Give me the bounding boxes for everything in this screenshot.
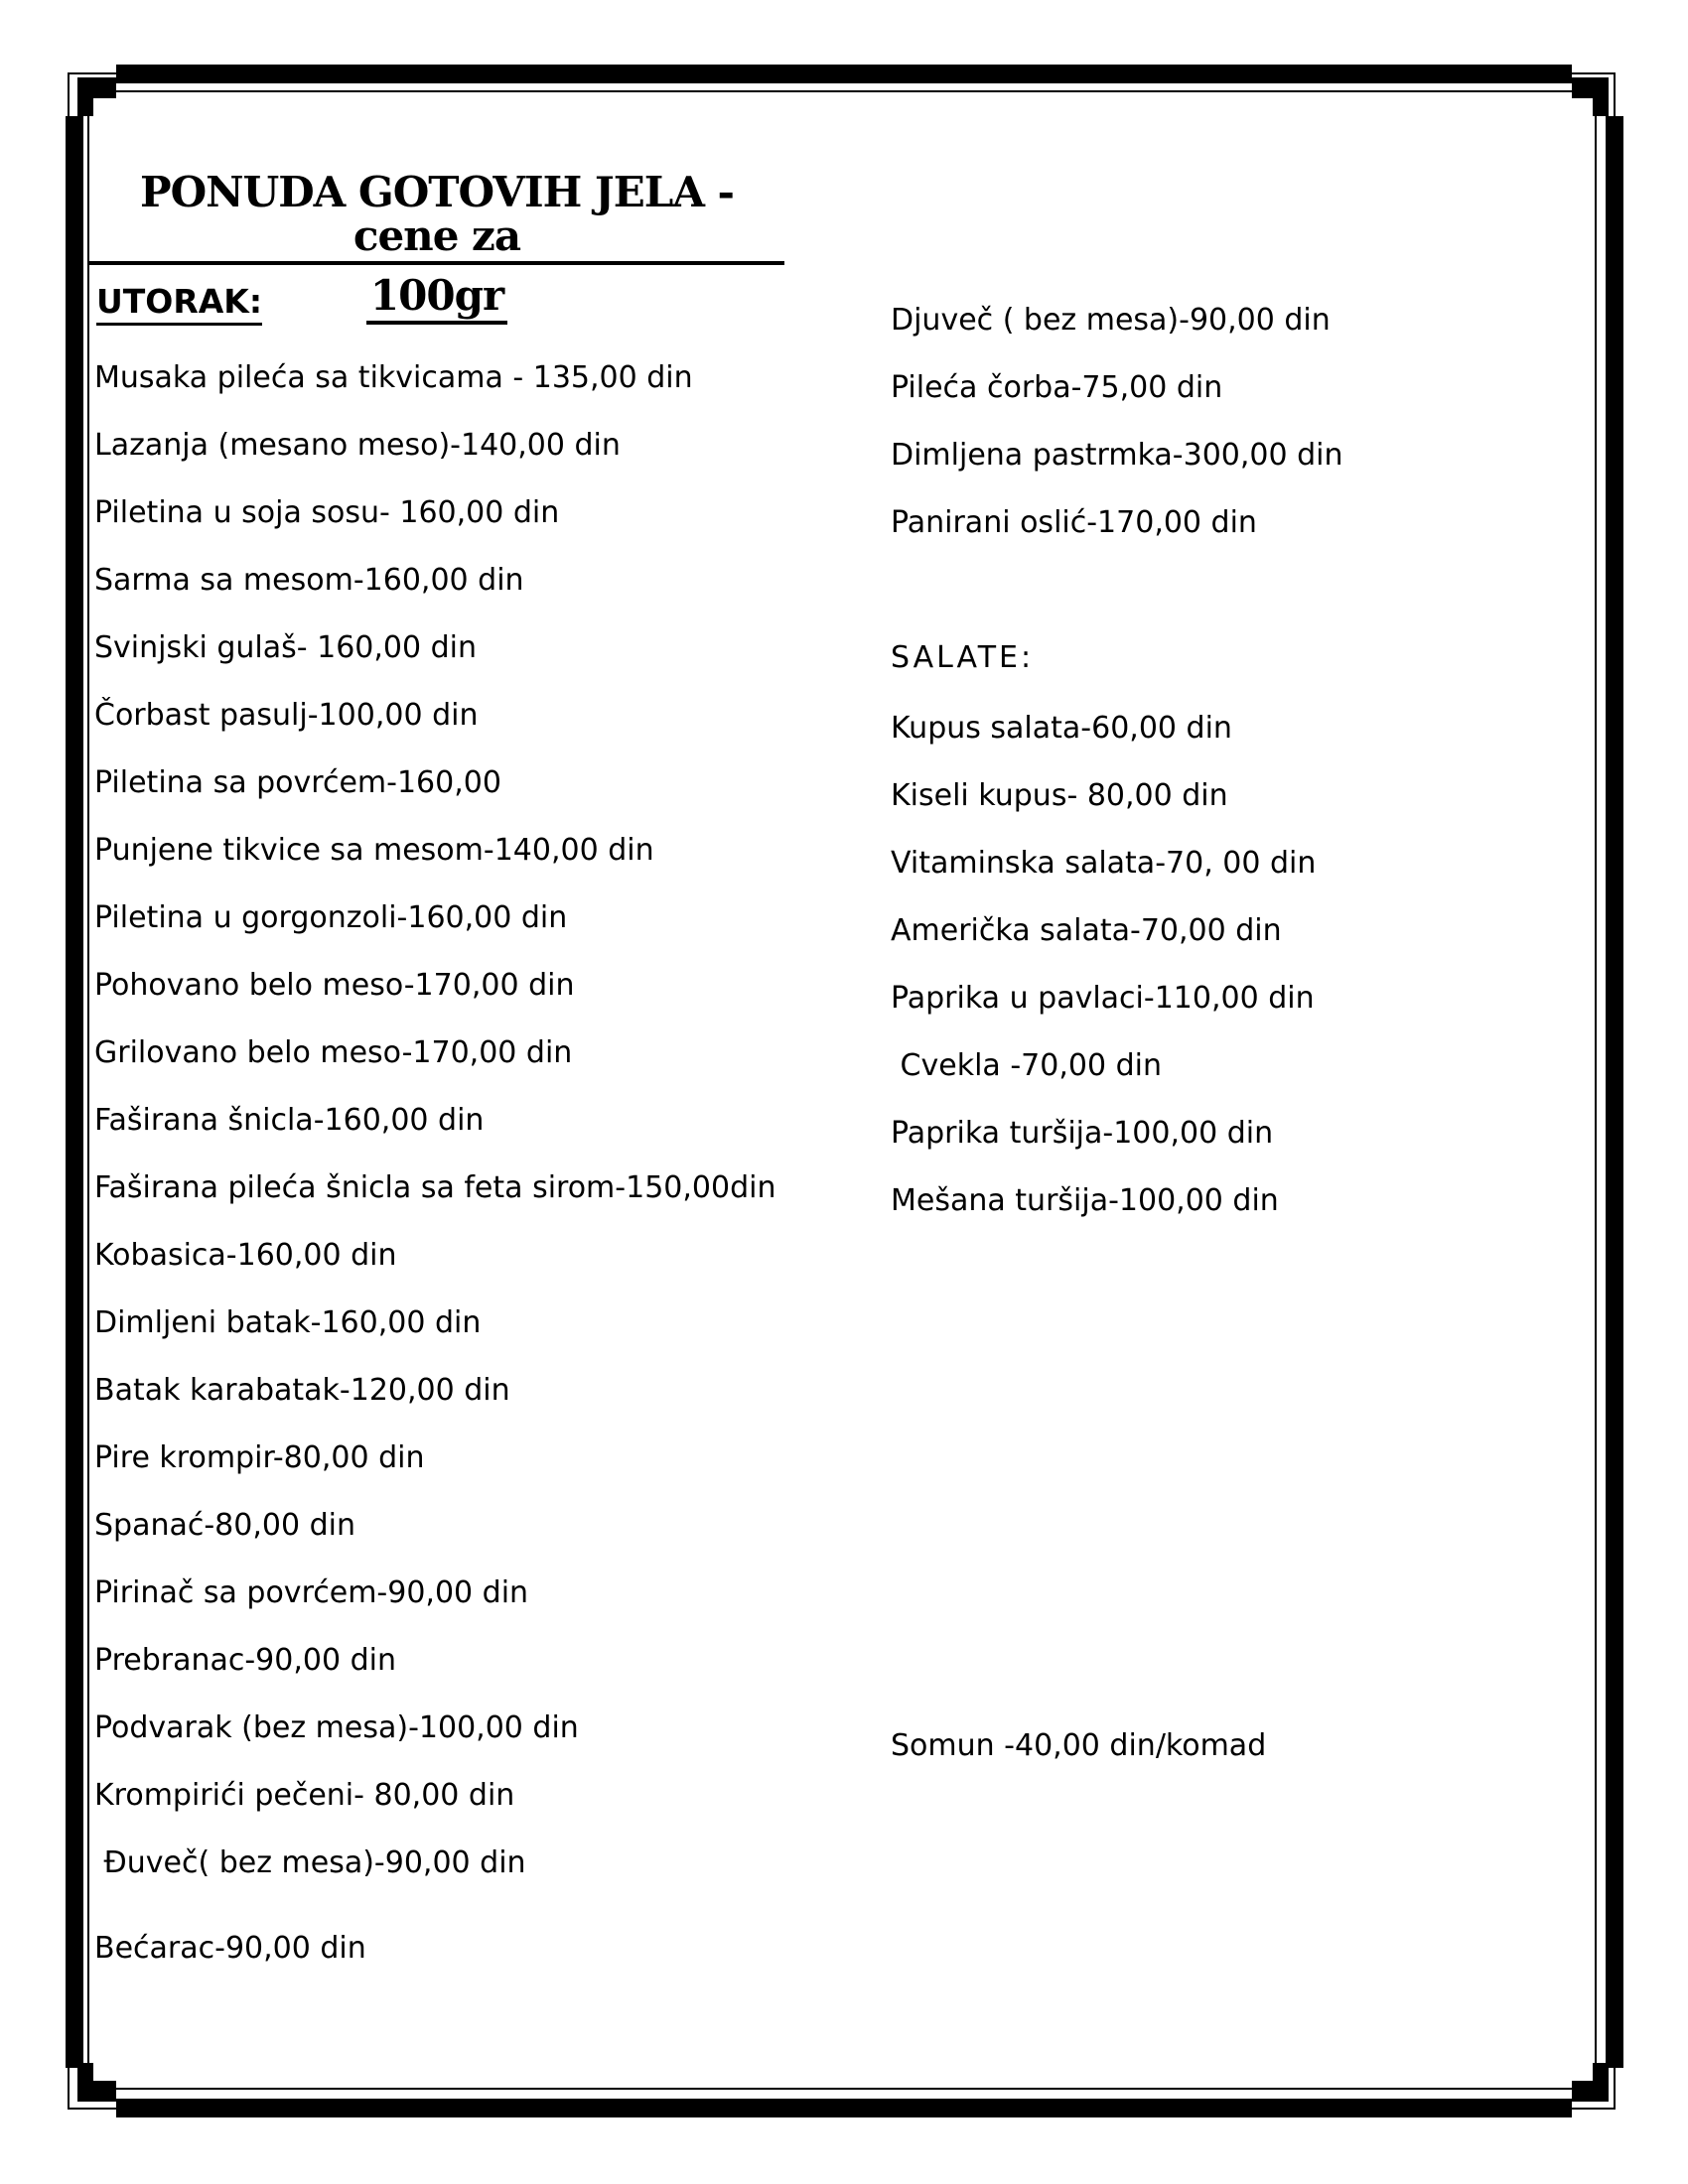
menu-item: Paprika turšija-100,00 din <box>891 1115 1274 1151</box>
menu-item: Kupus salata-60,00 din <box>891 710 1232 746</box>
menu-item: Dimljeni batak-160,00 din <box>94 1304 482 1340</box>
menu-item: Lazanja (mesano meso)-140,00 din <box>94 427 621 463</box>
menu-item: Podvarak (bez mesa)-100,00 din <box>94 1709 579 1745</box>
day-heading: UTORAK: <box>96 282 262 326</box>
menu-item: Prebranac-90,00 din <box>94 1642 396 1678</box>
menu-item: Faširana šnicla-160,00 din <box>94 1102 485 1138</box>
menu-item: Bećarac-90,00 din <box>94 1930 366 1966</box>
menu-item: Pire krompir-80,00 din <box>94 1439 425 1475</box>
menu-item: Piletina u soja sosu- 160,00 din <box>94 494 560 530</box>
border-corner-br <box>1593 2063 1609 2102</box>
menu-item: Vitaminska salata-70, 00 din <box>891 845 1317 881</box>
page-title-line1: PONUDA GOTOVIH JELA - cene za <box>89 171 784 265</box>
menu-item: Djuveč ( bez mesa)-90,00 din <box>891 302 1331 338</box>
menu-item: Sarma sa mesom-160,00 din <box>94 562 524 598</box>
menu-item: Musaka pileća sa tikvicama - 135,00 din <box>94 359 693 395</box>
salads-menu-list <box>891 694 1586 1234</box>
menu-item: Đuveč( bez mesa)-90,00 din <box>94 1844 526 1880</box>
menu-item: Paprika u pavlaci-110,00 din <box>891 980 1315 1016</box>
border-corner-tr <box>1593 77 1609 116</box>
left-menu-list <box>94 343 869 1981</box>
border-corner-tl <box>77 77 93 116</box>
menu-item: Panirani oslić-170,00 din <box>891 504 1257 540</box>
menu-item: Kiseli kupus- 80,00 din <box>891 777 1228 813</box>
menu-item: Spanać-80,00 din <box>94 1507 355 1543</box>
menu-item: Krompirići pečeni- 80,00 din <box>94 1777 515 1813</box>
border-left-bar <box>66 116 83 2068</box>
salads-heading: SALATE: <box>891 640 1035 675</box>
menu-item: Faširana pileća šnicla sa feta sirom-150,00din <box>94 1169 776 1205</box>
menu-item: Cvekla -70,00 din <box>891 1047 1162 1083</box>
menu-item: Pohovano belo meso-170,00 din <box>94 967 575 1003</box>
menu-item: Mešana turšija-100,00 din <box>891 1182 1279 1218</box>
menu-item: Američka salata-70,00 din <box>891 912 1282 948</box>
menu-item: Punjene tikvice sa mesom-140,00 din <box>94 832 654 868</box>
menu-item: Grilovano belo meso-170,00 din <box>94 1034 573 1070</box>
border-right-bar <box>1606 116 1623 2068</box>
menu-item: Piletina u gorgonzoli-160,00 din <box>94 899 568 935</box>
menu-item: Kobasica-160,00 din <box>94 1237 397 1273</box>
menu-item: Svinjski gulaš- 160,00 din <box>94 629 478 665</box>
somun-menu-item: Somun -40,00 din/komad <box>891 1727 1267 1763</box>
menu-item: Pileća čorba-75,00 din <box>891 369 1223 405</box>
menu-item: Dimljena pastrmka-300,00 din <box>891 437 1343 473</box>
menu-item: Piletina sa povrćem-160,00 <box>94 764 501 800</box>
border-top-bar <box>116 65 1572 83</box>
menu-item: Pirinač sa povrćem-90,00 din <box>94 1574 529 1610</box>
right-menu-list <box>891 286 1586 556</box>
menu-item: Batak karabatak-120,00 din <box>94 1372 510 1408</box>
border-corner-bl <box>77 2063 93 2102</box>
menu-item: Čorbast pasulj-100,00 din <box>94 697 479 733</box>
border-bottom-bar <box>116 2099 1572 2117</box>
page-title-line2: 100gr <box>89 274 784 325</box>
